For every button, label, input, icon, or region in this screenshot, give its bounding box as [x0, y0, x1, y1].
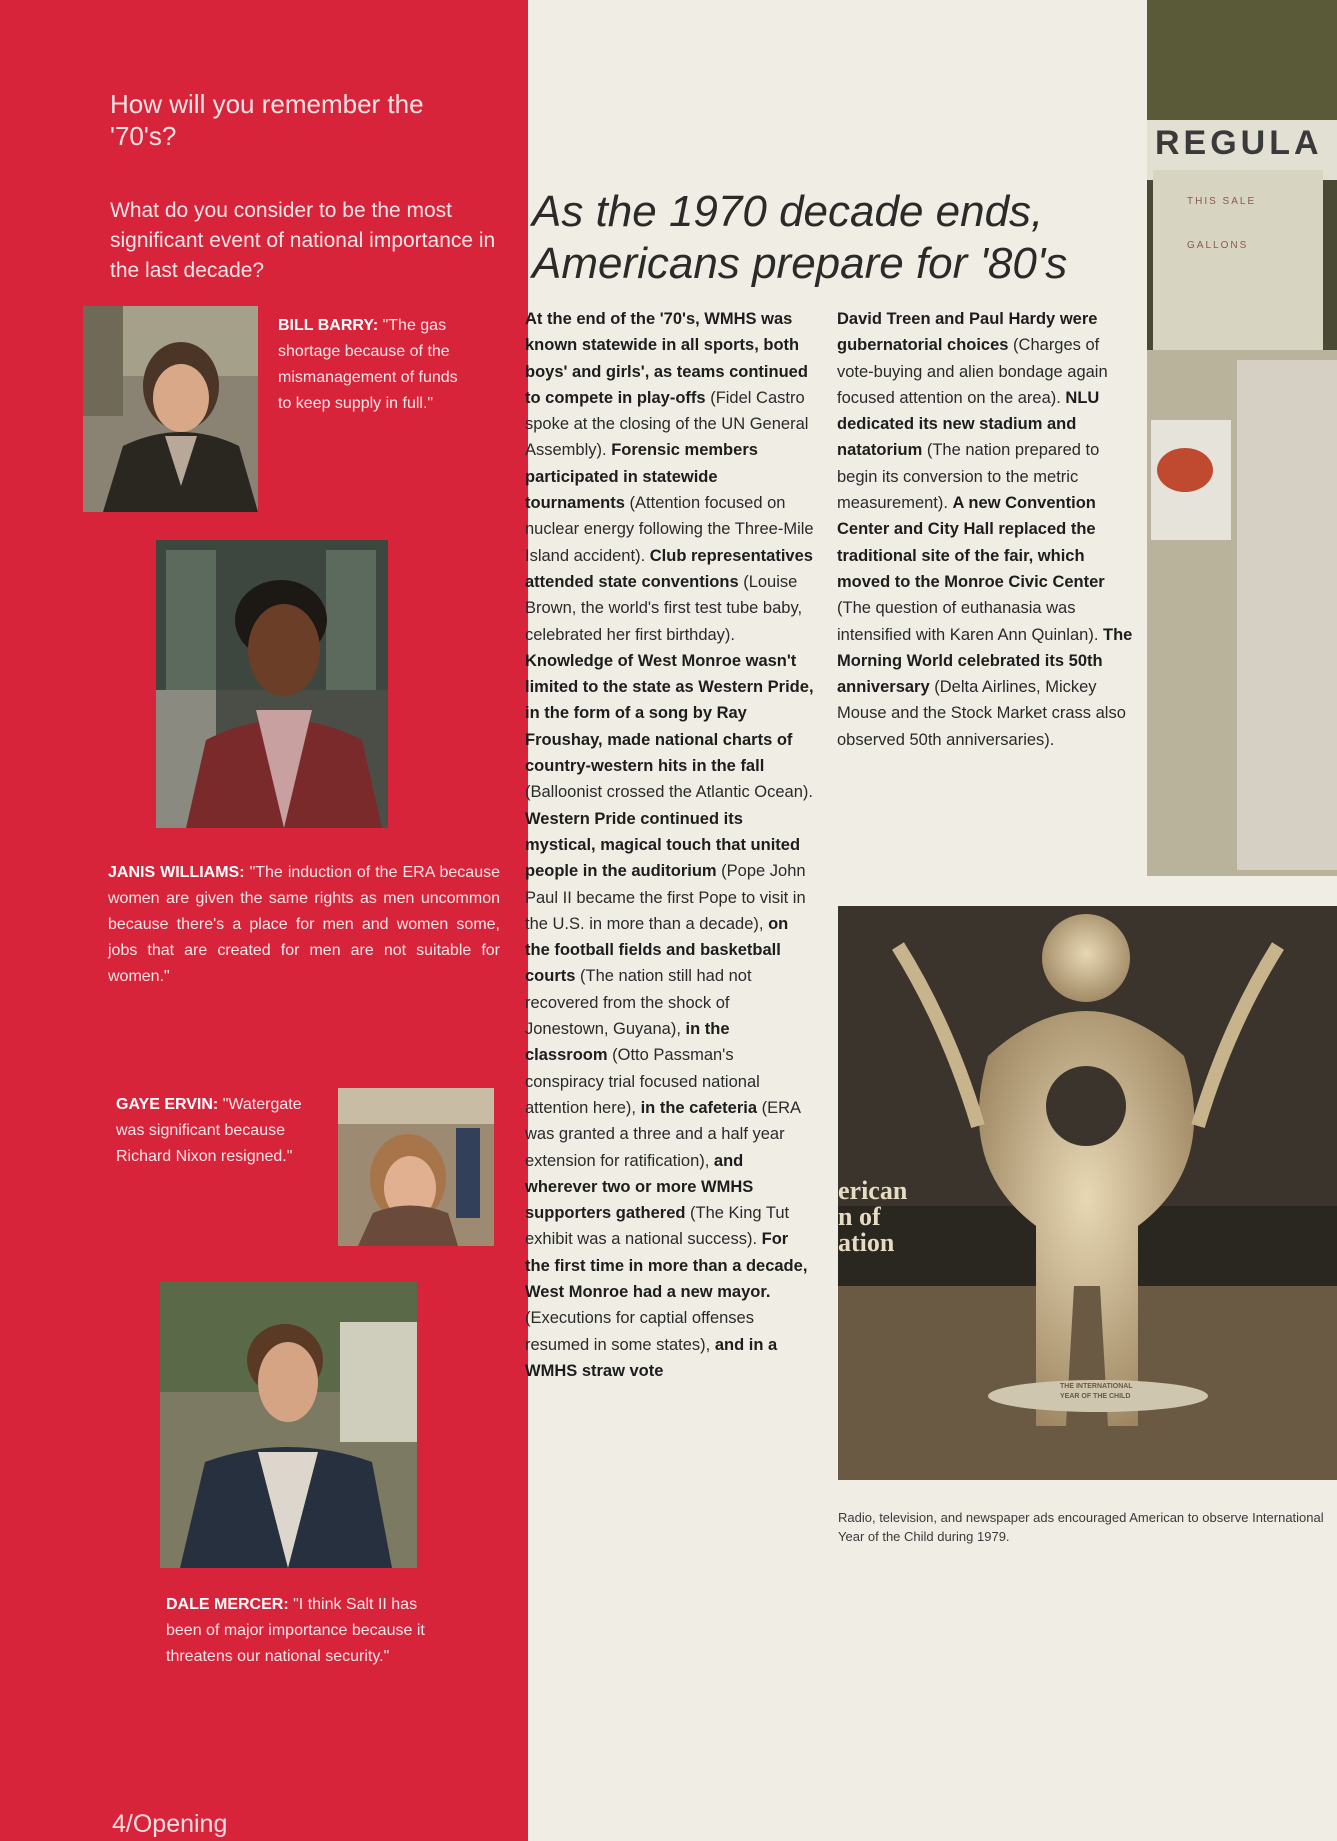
article-headline	[532, 186, 1152, 290]
article-segment: Forensic members participated in statewide tournaments (Attention focused on nuclear energy following the Three-Mile Island accident).	[525, 441, 814, 565]
photo-bill-barry	[83, 306, 258, 512]
article-column-1	[525, 306, 815, 1384]
photo-gaye-ervin	[338, 1088, 494, 1246]
quote-janis-williams	[108, 860, 500, 990]
photo-student-2	[156, 540, 388, 828]
article-segment: Western Pride continued its mystical, magical touch that united people in the auditorium (Pope John Paul II became the first Pope to visit in the U.S. in more than a decade),	[525, 809, 806, 933]
quote-text: "The gas shortage because of the mismanagement of funds to keep supply in full."	[278, 317, 458, 412]
article-column-2	[837, 306, 1137, 753]
article-segment: Knowledge of West Monroe wasn't limited to the state as Western Pride, in the form of a song by Ray Froushay, made national charts of country-western hits in the fall (Balloonist crossed the Atlantic Ocean).	[525, 651, 814, 802]
quote-gaye-ervin	[116, 1092, 321, 1170]
quote-dale-mercer	[166, 1592, 436, 1670]
headline-line-2: Americans prepare for '80's	[532, 239, 1068, 288]
quote-text: "I think Salt II has been of major importance because it threatens our national security."	[166, 1596, 425, 1665]
quote-name: JANIS WILLIAMS:	[108, 864, 245, 881]
sidebar-question-significant: What do you consider to be the most significant event of national importance in the last decade?	[110, 199, 496, 282]
article-segment: At the end of the '70's, WMHS was known statewide in all sports, both boys' and girls', as teams continued to compete in play-offs (Fidel Castro spoke at the closing of the UN General Assembly).	[525, 310, 809, 460]
gas-pump-label-sale: THIS SALE	[1187, 196, 1257, 207]
article-segment: NLU dedicated its new stadium and natatorium (The nation prepared to begin its conversion to the metric measurement).	[837, 388, 1100, 513]
article-segment: For the first time in more than a decade, West Monroe had a new mayor. (Executions for captial offenses resumed in some states),	[525, 1230, 808, 1354]
quote-name: GAYE ERVIN:	[116, 1096, 219, 1113]
article-segment: Club representatives attended state conventions (Louise Brown, the world's first test tube baby, celebrated her first birthday).	[525, 546, 813, 644]
poster-text: erican n of ation	[838, 1176, 908, 1257]
quote-name: BILL BARRY:	[278, 317, 379, 334]
quote-text: "Watergate was significant because Richard Nixon resigned."	[116, 1096, 302, 1165]
headline-line-1: As the 1970 decade ends,	[532, 187, 1044, 236]
gas-pump-sign: REGULA	[1155, 124, 1323, 162]
photo-year-of-child	[838, 906, 1337, 1480]
photo-dale-mercer	[160, 1282, 417, 1568]
article-segment: David Treen and Paul Hardy were gubernatorial choices (Charges of vote-buying and alien bondage again focused attention on the area).	[837, 310, 1108, 407]
article-segment: in the cafeteria (ERA was granted a three and a half year extension for ratification),	[525, 1098, 801, 1170]
article-segment: The Morning World celebrated its 50th anniversary (Delta Airlines, Mickey Mouse and the Stock Market crass also observed 50th anniversaries).	[837, 625, 1133, 749]
article-segment: A new Convention Center and City Hall replaced the traditional site of the fair, which moved to the Monroe Civic Center (The question of euthanasia was intensified with Karen Ann Quinlan).	[837, 494, 1105, 644]
gas-pump-label-gallons: GALLONS	[1187, 240, 1249, 251]
quote-text: "The induction of the ERA because women are given the same rights as men uncommon because there's a place for men and women some, jobs that are created for men are not suitable for women."	[108, 864, 500, 985]
plaque-text: THE INTERNATIONAL YEAR OF THE CHILD	[1060, 1383, 1133, 1400]
article-segment: and wherever two or more WMHS supporters gathered (The King Tut exhibit was a national success).	[525, 1151, 790, 1249]
article-segment: on the football fields and basketball courts (The nation still had not recovered from the shock of Jonestown, Guyana),	[525, 914, 789, 1039]
article-segment: in the classroom (Otto Passman's conspiracy trial focused national attention here),	[525, 1020, 760, 1117]
article-segment: and in a WMHS straw vote	[525, 1335, 778, 1380]
page-number-footer: 4/Opening	[112, 1810, 228, 1838]
sidebar-question-remember: How will you remember the '70's?	[110, 89, 424, 151]
quote-bill-barry	[278, 313, 463, 417]
photo-gas-pump	[1147, 0, 1337, 876]
photo-caption: Radio, television, and newspaper ads encouraged American to observe International Year of the Child during 1979.	[838, 1510, 1324, 1544]
quote-name: DALE MERCER:	[166, 1596, 289, 1613]
